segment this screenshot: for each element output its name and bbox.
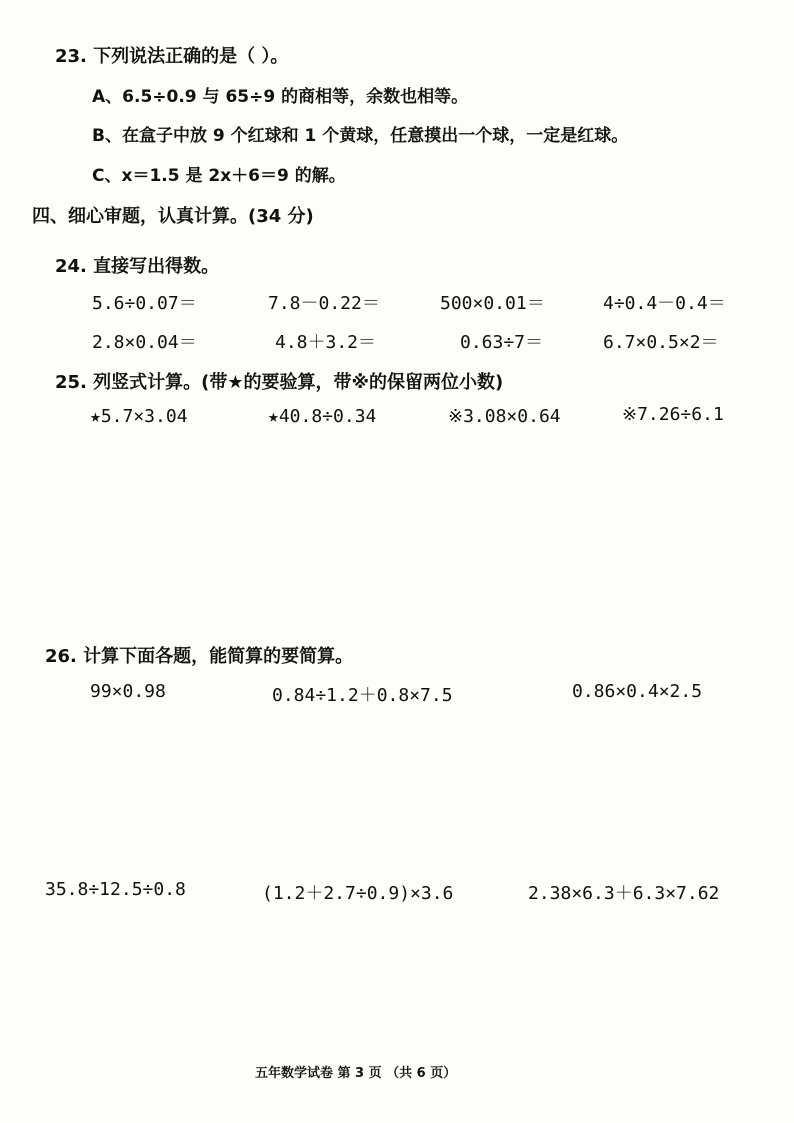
q24-title: 24. 直接写出得数。	[55, 256, 220, 277]
q25-expr: ★40.8÷0.34	[268, 406, 377, 427]
q26-expr: 0.84÷1.2＋0.8×7.5	[272, 685, 453, 706]
q24-expr: 6.7×0.5×2＝	[603, 332, 719, 353]
q24-expr: 5.6÷0.07＝	[92, 293, 197, 314]
q24-expr: 7.8－0.22＝	[268, 293, 380, 314]
q26-title: 26. 计算下面各题，能简算的要简算。	[45, 646, 354, 667]
section-4-heading: 四、细心审题，认真计算。(34 分)	[32, 206, 314, 227]
q24-expr: 4÷0.4－0.4＝	[603, 293, 726, 314]
q26-expr: (1.2＋2.7÷0.9)×3.6	[262, 883, 454, 904]
q23-option-b: B、在盒子中放 9 个红球和 1 个黄球，任意摸出一个球，一定是红球。	[92, 126, 629, 146]
page-footer: 五年数学试卷 第 3 页 （共 6 页）	[255, 1066, 457, 1081]
q23-option-a: A、6.5÷0.9 与 65÷9 的商相等，余数也相等。	[92, 87, 469, 107]
q23-option-c: C、x＝1.5 是 2x＋6＝9 的解。	[92, 166, 346, 186]
q24-expr: 500×0.01＝	[440, 293, 545, 314]
q25-expr: ※3.08×0.64	[448, 406, 561, 427]
q26-expr: 35.8÷12.5÷0.8	[45, 879, 186, 900]
q26-expr: 2.38×6.3＋6.3×7.62	[528, 883, 720, 904]
q26-expr: 0.86×0.4×2.5	[572, 681, 703, 702]
q24-expr: 0.63÷7＝	[460, 332, 544, 353]
q23-title: 23. 下列说法正确的是（ ）。	[55, 46, 289, 67]
q25-title: 25. 列竖式计算。(带★的要验算，带※的保留两位小数)	[55, 372, 504, 393]
q24-expr: 4.8＋3.2＝	[275, 332, 377, 353]
q26-expr: 99×0.98	[90, 681, 166, 702]
q24-expr: 2.8×0.04＝	[92, 332, 197, 353]
q25-expr: ※7.26÷6.1	[622, 404, 724, 425]
q25-expr: ★5.7×3.04	[90, 406, 188, 427]
